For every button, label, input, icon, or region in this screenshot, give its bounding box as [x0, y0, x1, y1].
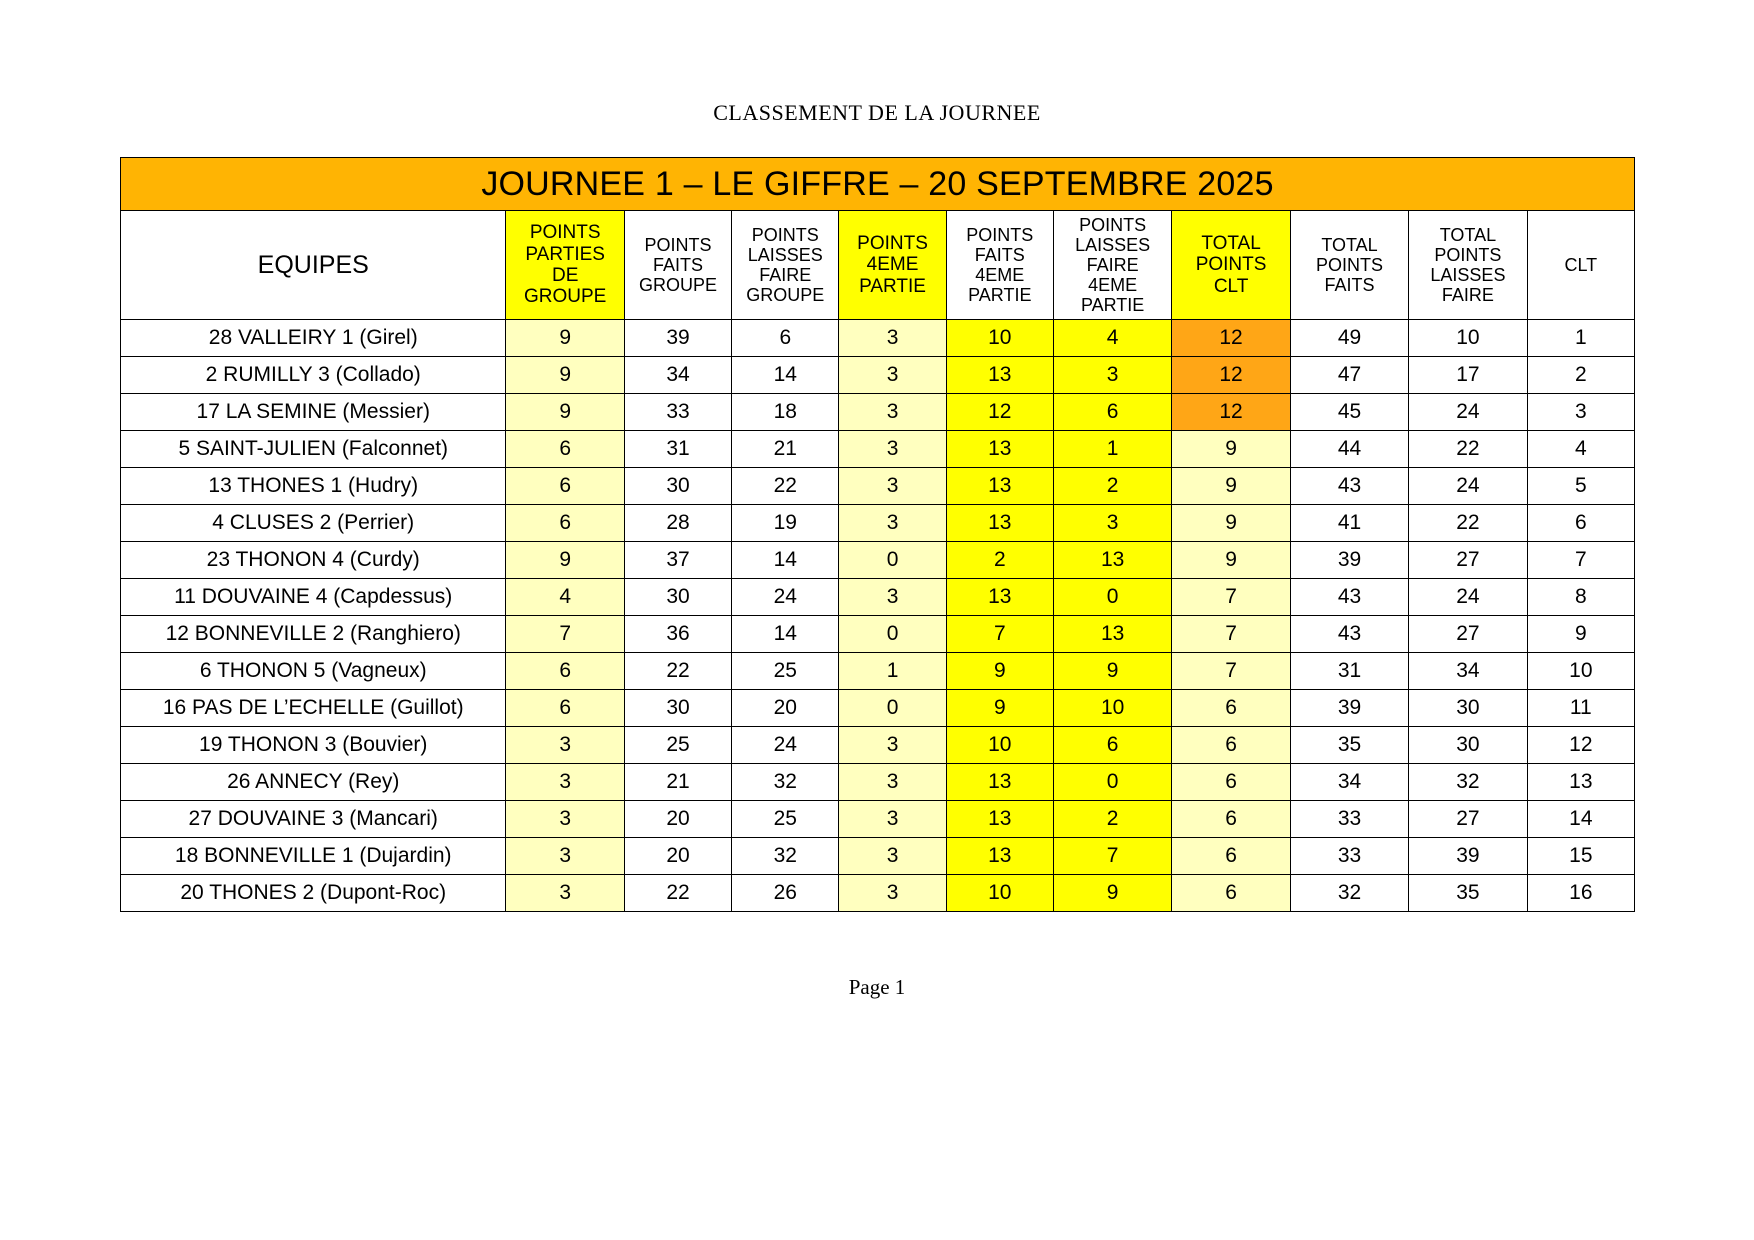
cell-clt: 10: [1527, 653, 1634, 690]
header-line: LAISSES: [1430, 265, 1506, 285]
cell-team: 19 THONON 3 (Bouvier): [121, 727, 506, 764]
cell-team: 13 THONES 1 (Hudry): [121, 468, 506, 505]
header-line: TOTAL: [1439, 224, 1497, 245]
cell-points-laisses-faire-4eme: 1: [1053, 431, 1171, 468]
header-clt: [1527, 211, 1634, 320]
cell-total-points-faits: 34: [1290, 764, 1408, 801]
cell-points-faits-groupe: 30: [624, 690, 731, 727]
standings-table: [120, 157, 1635, 912]
cell-clt: 13: [1527, 764, 1634, 801]
cell-team: 11 DOUVAINE 4 (Capdessus): [121, 579, 506, 616]
table-row: [121, 838, 1635, 875]
cell-points-laisses-faire-groupe: 14: [732, 357, 839, 394]
table-row: [121, 505, 1635, 542]
cell-points-faits-4eme: 13: [946, 357, 1053, 394]
cell-points-laisses-faire-4eme: 10: [1053, 690, 1171, 727]
header-line: CLT: [1213, 275, 1249, 297]
cell-points-faits-4eme: 10: [946, 875, 1053, 912]
header-line: GROUPE: [746, 285, 825, 306]
header-line: 4EME: [975, 265, 1025, 285]
cell-points-4eme-partie: 3: [839, 875, 946, 912]
cell-total-points-clt: 9: [1172, 468, 1290, 505]
header-line: FAITS: [1324, 275, 1375, 296]
header-line: FAITS: [974, 244, 1025, 265]
cell-points-faits-groupe: 25: [624, 727, 731, 764]
cell-points-laisses-faire-4eme: 2: [1053, 468, 1171, 505]
cell-points-laisses-faire-4eme: 7: [1053, 838, 1171, 875]
header-line: FAIRE: [759, 265, 812, 285]
cell-points-faits-4eme: 13: [946, 801, 1053, 838]
cell-total-points-faits: 39: [1290, 690, 1408, 727]
header-line: PARTIE: [859, 275, 926, 297]
table-row: [121, 320, 1635, 357]
header-line: 4EME: [866, 254, 919, 276]
cell-clt: 6: [1527, 505, 1634, 542]
standings-table-container: [120, 157, 1635, 912]
cell-clt: 8: [1527, 579, 1634, 616]
table-row: [121, 690, 1635, 727]
cell-team: 16 PAS DE L’ECHELLE (Guillot): [121, 690, 506, 727]
cell-points-laisses-faire-4eme: 4: [1053, 320, 1171, 357]
header-line: FAIRE: [1086, 254, 1139, 275]
cell-points-faits-4eme: 2: [946, 542, 1053, 579]
cell-total-points-laisses-faire: 34: [1409, 653, 1527, 690]
table-header-row: [121, 211, 1635, 320]
cell-points-faits-groupe: 20: [624, 838, 731, 875]
cell-total-points-clt: 6: [1172, 838, 1290, 875]
cell-points-laisses-faire-groupe: 26: [732, 875, 839, 912]
cell-points-faits-groupe: 30: [624, 468, 731, 505]
cell-total-points-clt: 9: [1172, 431, 1290, 468]
cell-total-points-faits: 43: [1290, 468, 1408, 505]
cell-points-4eme-partie: 3: [839, 320, 946, 357]
header-line: POINTS: [1315, 254, 1383, 275]
header-equipes: [121, 211, 506, 320]
cell-points-faits-groupe: 36: [624, 616, 731, 653]
cell-points-faits-groupe: 22: [624, 875, 731, 912]
cell-points-4eme-partie: 3: [839, 764, 946, 801]
cell-total-points-laisses-faire: 22: [1409, 505, 1527, 542]
cell-points-faits-groupe: 20: [624, 801, 731, 838]
cell-points-faits-groupe: 21: [624, 764, 731, 801]
cell-total-points-laisses-faire: 10: [1409, 320, 1527, 357]
header-line: DE: [551, 265, 579, 286]
cell-points-4eme-partie: 3: [839, 357, 946, 394]
cell-team: 28 VALLEIRY 1 (Girel): [121, 320, 506, 357]
cell-points-4eme-partie: 0: [839, 542, 946, 579]
table-row: [121, 764, 1635, 801]
cell-points-laisses-faire-groupe: 6: [732, 320, 839, 357]
header-points-parties-groupe: [506, 211, 624, 320]
cell-points-4eme-partie: 0: [839, 616, 946, 653]
cell-points-laisses-faire-4eme: 9: [1053, 875, 1171, 912]
cell-points-parties-groupe: 7: [506, 616, 624, 653]
cell-total-points-faits: 33: [1290, 801, 1408, 838]
cell-clt: 9: [1527, 616, 1634, 653]
cell-total-points-faits: 47: [1290, 357, 1408, 394]
cell-points-laisses-faire-groupe: 32: [732, 764, 839, 801]
cell-points-laisses-faire-4eme: 9: [1053, 653, 1171, 690]
cell-points-faits-groupe: 37: [624, 542, 731, 579]
header-line: POINTS: [751, 224, 819, 245]
header-line: POINTS: [1434, 244, 1502, 265]
cell-points-laisses-faire-groupe: 14: [732, 542, 839, 579]
header-line: 4EME: [1088, 275, 1138, 296]
cell-points-parties-groupe: 4: [506, 579, 624, 616]
cell-points-laisses-faire-groupe: 25: [732, 653, 839, 690]
cell-points-4eme-partie: 3: [839, 838, 946, 875]
cell-points-4eme-partie: 3: [839, 505, 946, 542]
cell-points-parties-groupe: 9: [506, 394, 624, 431]
header-points-faits-4eme: [946, 211, 1053, 320]
table-row: [121, 801, 1635, 838]
cell-clt: 16: [1527, 875, 1634, 912]
cell-clt: 15: [1527, 838, 1634, 875]
cell-total-points-clt: 12: [1172, 320, 1290, 357]
cell-team: 26 ANNECY (Rey): [121, 764, 506, 801]
cell-points-faits-groupe: 28: [624, 505, 731, 542]
header-line: PARTIE: [1080, 295, 1145, 316]
cell-points-faits-groupe: 31: [624, 431, 731, 468]
cell-clt: 12: [1527, 727, 1634, 764]
cell-points-laisses-faire-groupe: 24: [732, 727, 839, 764]
cell-points-parties-groupe: 3: [506, 764, 624, 801]
cell-total-points-laisses-faire: 17: [1409, 357, 1527, 394]
cell-points-laisses-faire-4eme: 0: [1053, 764, 1171, 801]
cell-clt: 2: [1527, 357, 1634, 394]
cell-points-laisses-faire-groupe: 14: [732, 616, 839, 653]
cell-total-points-faits: 32: [1290, 875, 1408, 912]
cell-points-faits-groupe: 22: [624, 653, 731, 690]
cell-points-faits-4eme: 10: [946, 727, 1053, 764]
cell-points-parties-groupe: 6: [506, 690, 624, 727]
cell-total-points-clt: 6: [1172, 875, 1290, 912]
cell-points-faits-4eme: 13: [946, 764, 1053, 801]
cell-clt: 11: [1527, 690, 1634, 727]
cell-total-points-faits: 49: [1290, 320, 1408, 357]
cell-clt: 5: [1527, 468, 1634, 505]
cell-points-faits-4eme: 13: [946, 838, 1053, 875]
cell-points-laisses-faire-groupe: 21: [732, 431, 839, 468]
cell-points-laisses-faire-4eme: 2: [1053, 801, 1171, 838]
cell-points-faits-groupe: 34: [624, 357, 731, 394]
cell-points-4eme-partie: 3: [839, 431, 946, 468]
cell-total-points-faits: 35: [1290, 727, 1408, 764]
cell-points-parties-groupe: 9: [506, 320, 624, 357]
cell-points-4eme-partie: 3: [839, 394, 946, 431]
cell-points-laisses-faire-4eme: 6: [1053, 394, 1171, 431]
cell-points-laisses-faire-4eme: 3: [1053, 357, 1171, 394]
header-total-points-clt: [1172, 211, 1290, 320]
cell-points-faits-4eme: 9: [946, 690, 1053, 727]
table-row: [121, 727, 1635, 764]
journee-title: JOURNEE 1 – LE GIFFRE – 20 SEPTEMBRE 2025: [121, 158, 1635, 211]
cell-points-laisses-faire-groupe: 20: [732, 690, 839, 727]
cell-total-points-laisses-faire: 24: [1409, 579, 1527, 616]
header-total-points-laisses-faire: [1409, 211, 1527, 320]
cell-points-laisses-faire-groupe: 24: [732, 579, 839, 616]
table-row: [121, 542, 1635, 579]
cell-clt: 4: [1527, 431, 1634, 468]
cell-total-points-laisses-faire: 27: [1409, 801, 1527, 838]
cell-total-points-clt: 7: [1172, 653, 1290, 690]
cell-team: 18 BONNEVILLE 1 (Dujardin): [121, 838, 506, 875]
cell-total-points-faits: 39: [1290, 542, 1408, 579]
cell-points-4eme-partie: 3: [839, 801, 946, 838]
cell-clt: 3: [1527, 394, 1634, 431]
header-line: GROUPE: [639, 275, 718, 296]
cell-points-parties-groupe: 3: [506, 875, 624, 912]
cell-points-laisses-faire-4eme: 0: [1053, 579, 1171, 616]
cell-points-4eme-partie: 3: [839, 579, 946, 616]
cell-points-faits-groupe: 33: [624, 394, 731, 431]
cell-total-points-laisses-faire: 24: [1409, 468, 1527, 505]
cell-points-faits-4eme: 9: [946, 653, 1053, 690]
cell-total-points-clt: 6: [1172, 764, 1290, 801]
table-row: [121, 579, 1635, 616]
header-points-4eme-partie: [839, 211, 946, 320]
header-line: TOTAL: [1321, 234, 1378, 255]
cell-points-laisses-faire-4eme: 13: [1053, 542, 1171, 579]
header-line: LAISSES: [1075, 234, 1151, 255]
cell-points-laisses-faire-4eme: 3: [1053, 505, 1171, 542]
cell-team: 4 CLUSES 2 (Perrier): [121, 505, 506, 542]
cell-total-points-faits: 45: [1290, 394, 1408, 431]
cell-points-parties-groupe: 6: [506, 653, 624, 690]
cell-total-points-laisses-faire: 27: [1409, 616, 1527, 653]
header-line: POINTS: [644, 234, 712, 255]
header-line: PARTIE: [968, 285, 1032, 306]
cell-clt: 1: [1527, 320, 1634, 357]
cell-total-points-faits: 43: [1290, 579, 1408, 616]
header-line: PARTIES: [525, 243, 605, 265]
header-line: POINTS: [1195, 254, 1267, 276]
cell-points-faits-4eme: 7: [946, 616, 1053, 653]
cell-total-points-laisses-faire: 30: [1409, 690, 1527, 727]
cell-points-faits-4eme: 13: [946, 431, 1053, 468]
cell-points-laisses-faire-groupe: 22: [732, 468, 839, 505]
cell-total-points-laisses-faire: 30: [1409, 727, 1527, 764]
cell-total-points-faits: 31: [1290, 653, 1408, 690]
cell-points-4eme-partie: 0: [839, 690, 946, 727]
cell-team: 27 DOUVAINE 3 (Mancari): [121, 801, 506, 838]
cell-points-parties-groupe: 3: [506, 801, 624, 838]
table-row: [121, 357, 1635, 394]
cell-total-points-clt: 7: [1172, 616, 1290, 653]
cell-points-4eme-partie: 1: [839, 653, 946, 690]
cell-points-laisses-faire-groupe: 18: [732, 394, 839, 431]
table-row: [121, 875, 1635, 912]
table-row: [121, 616, 1635, 653]
cell-points-4eme-partie: 3: [839, 468, 946, 505]
cell-total-points-laisses-faire: 27: [1409, 542, 1527, 579]
cell-team: 12 BONNEVILLE 2 (Ranghiero): [121, 616, 506, 653]
header-line: TOTAL: [1201, 233, 1261, 255]
table-row: [121, 431, 1635, 468]
table-title-row: [121, 158, 1635, 211]
cell-team: 6 THONON 5 (Vagneux): [121, 653, 506, 690]
header-line: GROUPE: [524, 286, 607, 308]
header-total-points-faits: [1290, 211, 1408, 320]
cell-total-points-clt: 6: [1172, 801, 1290, 838]
cell-total-points-clt: 6: [1172, 690, 1290, 727]
cell-points-laisses-faire-4eme: 13: [1053, 616, 1171, 653]
cell-team: 23 THONON 4 (Curdy): [121, 542, 506, 579]
cell-total-points-faits: 33: [1290, 838, 1408, 875]
cell-total-points-laisses-faire: 35: [1409, 875, 1527, 912]
cell-team: 20 THONES 2 (Dupont-Roc): [121, 875, 506, 912]
cell-total-points-laisses-faire: 32: [1409, 764, 1527, 801]
cell-points-parties-groupe: 6: [506, 468, 624, 505]
header-line: POINTS: [857, 233, 928, 255]
header-points-faits-groupe: [624, 211, 731, 320]
page-footer: Page 1: [848, 975, 906, 999]
header-line: POINTS: [966, 224, 1034, 245]
header-line: POINTS: [1079, 214, 1147, 235]
header-line: LAISSES: [747, 244, 823, 265]
cell-points-laisses-faire-groupe: 25: [732, 801, 839, 838]
cell-total-points-clt: 12: [1172, 394, 1290, 431]
header-line: FAITS: [653, 254, 704, 275]
header-equipes-label: EQUIPES: [257, 251, 369, 279]
cell-points-laisses-faire-4eme: 6: [1053, 727, 1171, 764]
cell-points-faits-4eme: 13: [946, 505, 1053, 542]
cell-total-points-clt: 9: [1172, 542, 1290, 579]
cell-total-points-clt: 12: [1172, 357, 1290, 394]
table-row: [121, 394, 1635, 431]
cell-points-faits-groupe: 39: [624, 320, 731, 357]
cell-points-faits-4eme: 12: [946, 394, 1053, 431]
cell-points-parties-groupe: 6: [506, 431, 624, 468]
cell-total-points-clt: 7: [1172, 579, 1290, 616]
header-line: FAIRE: [1441, 285, 1494, 306]
table-row: [121, 468, 1635, 505]
cell-team: 5 SAINT-JULIEN (Falconnet): [121, 431, 506, 468]
cell-team: 2 RUMILLY 3 (Collado): [121, 357, 506, 394]
cell-total-points-laisses-faire: 22: [1409, 431, 1527, 468]
cell-points-laisses-faire-groupe: 32: [732, 838, 839, 875]
cell-points-parties-groupe: 9: [506, 542, 624, 579]
cell-clt: 14: [1527, 801, 1634, 838]
table-row: [121, 653, 1635, 690]
cell-total-points-clt: 6: [1172, 727, 1290, 764]
cell-total-points-clt: 9: [1172, 505, 1290, 542]
cell-points-laisses-faire-groupe: 19: [732, 505, 839, 542]
cell-points-parties-groupe: 6: [506, 505, 624, 542]
header-line: CLT: [1564, 254, 1598, 275]
cell-total-points-laisses-faire: 24: [1409, 394, 1527, 431]
cell-points-faits-4eme: 10: [946, 320, 1053, 357]
page-title: CLASSEMENT DE LA JOURNEE: [713, 100, 1041, 125]
header-line: POINTS: [529, 222, 601, 244]
cell-total-points-faits: 43: [1290, 616, 1408, 653]
cell-points-faits-4eme: 13: [946, 468, 1053, 505]
cell-total-points-faits: 44: [1290, 431, 1408, 468]
cell-clt: 7: [1527, 542, 1634, 579]
cell-total-points-faits: 41: [1290, 505, 1408, 542]
standings-rows: [121, 320, 1635, 912]
cell-points-faits-groupe: 30: [624, 579, 731, 616]
header-points-laisses-faire-4eme: [1053, 211, 1171, 320]
cell-points-parties-groupe: 3: [506, 838, 624, 875]
cell-points-4eme-partie: 3: [839, 727, 946, 764]
header-points-laisses-faire-groupe: [732, 211, 839, 320]
cell-team: 17 LA SEMINE (Messier): [121, 394, 506, 431]
cell-total-points-laisses-faire: 39: [1409, 838, 1527, 875]
cell-points-parties-groupe: 9: [506, 357, 624, 394]
cell-points-parties-groupe: 3: [506, 727, 624, 764]
cell-points-faits-4eme: 13: [946, 579, 1053, 616]
